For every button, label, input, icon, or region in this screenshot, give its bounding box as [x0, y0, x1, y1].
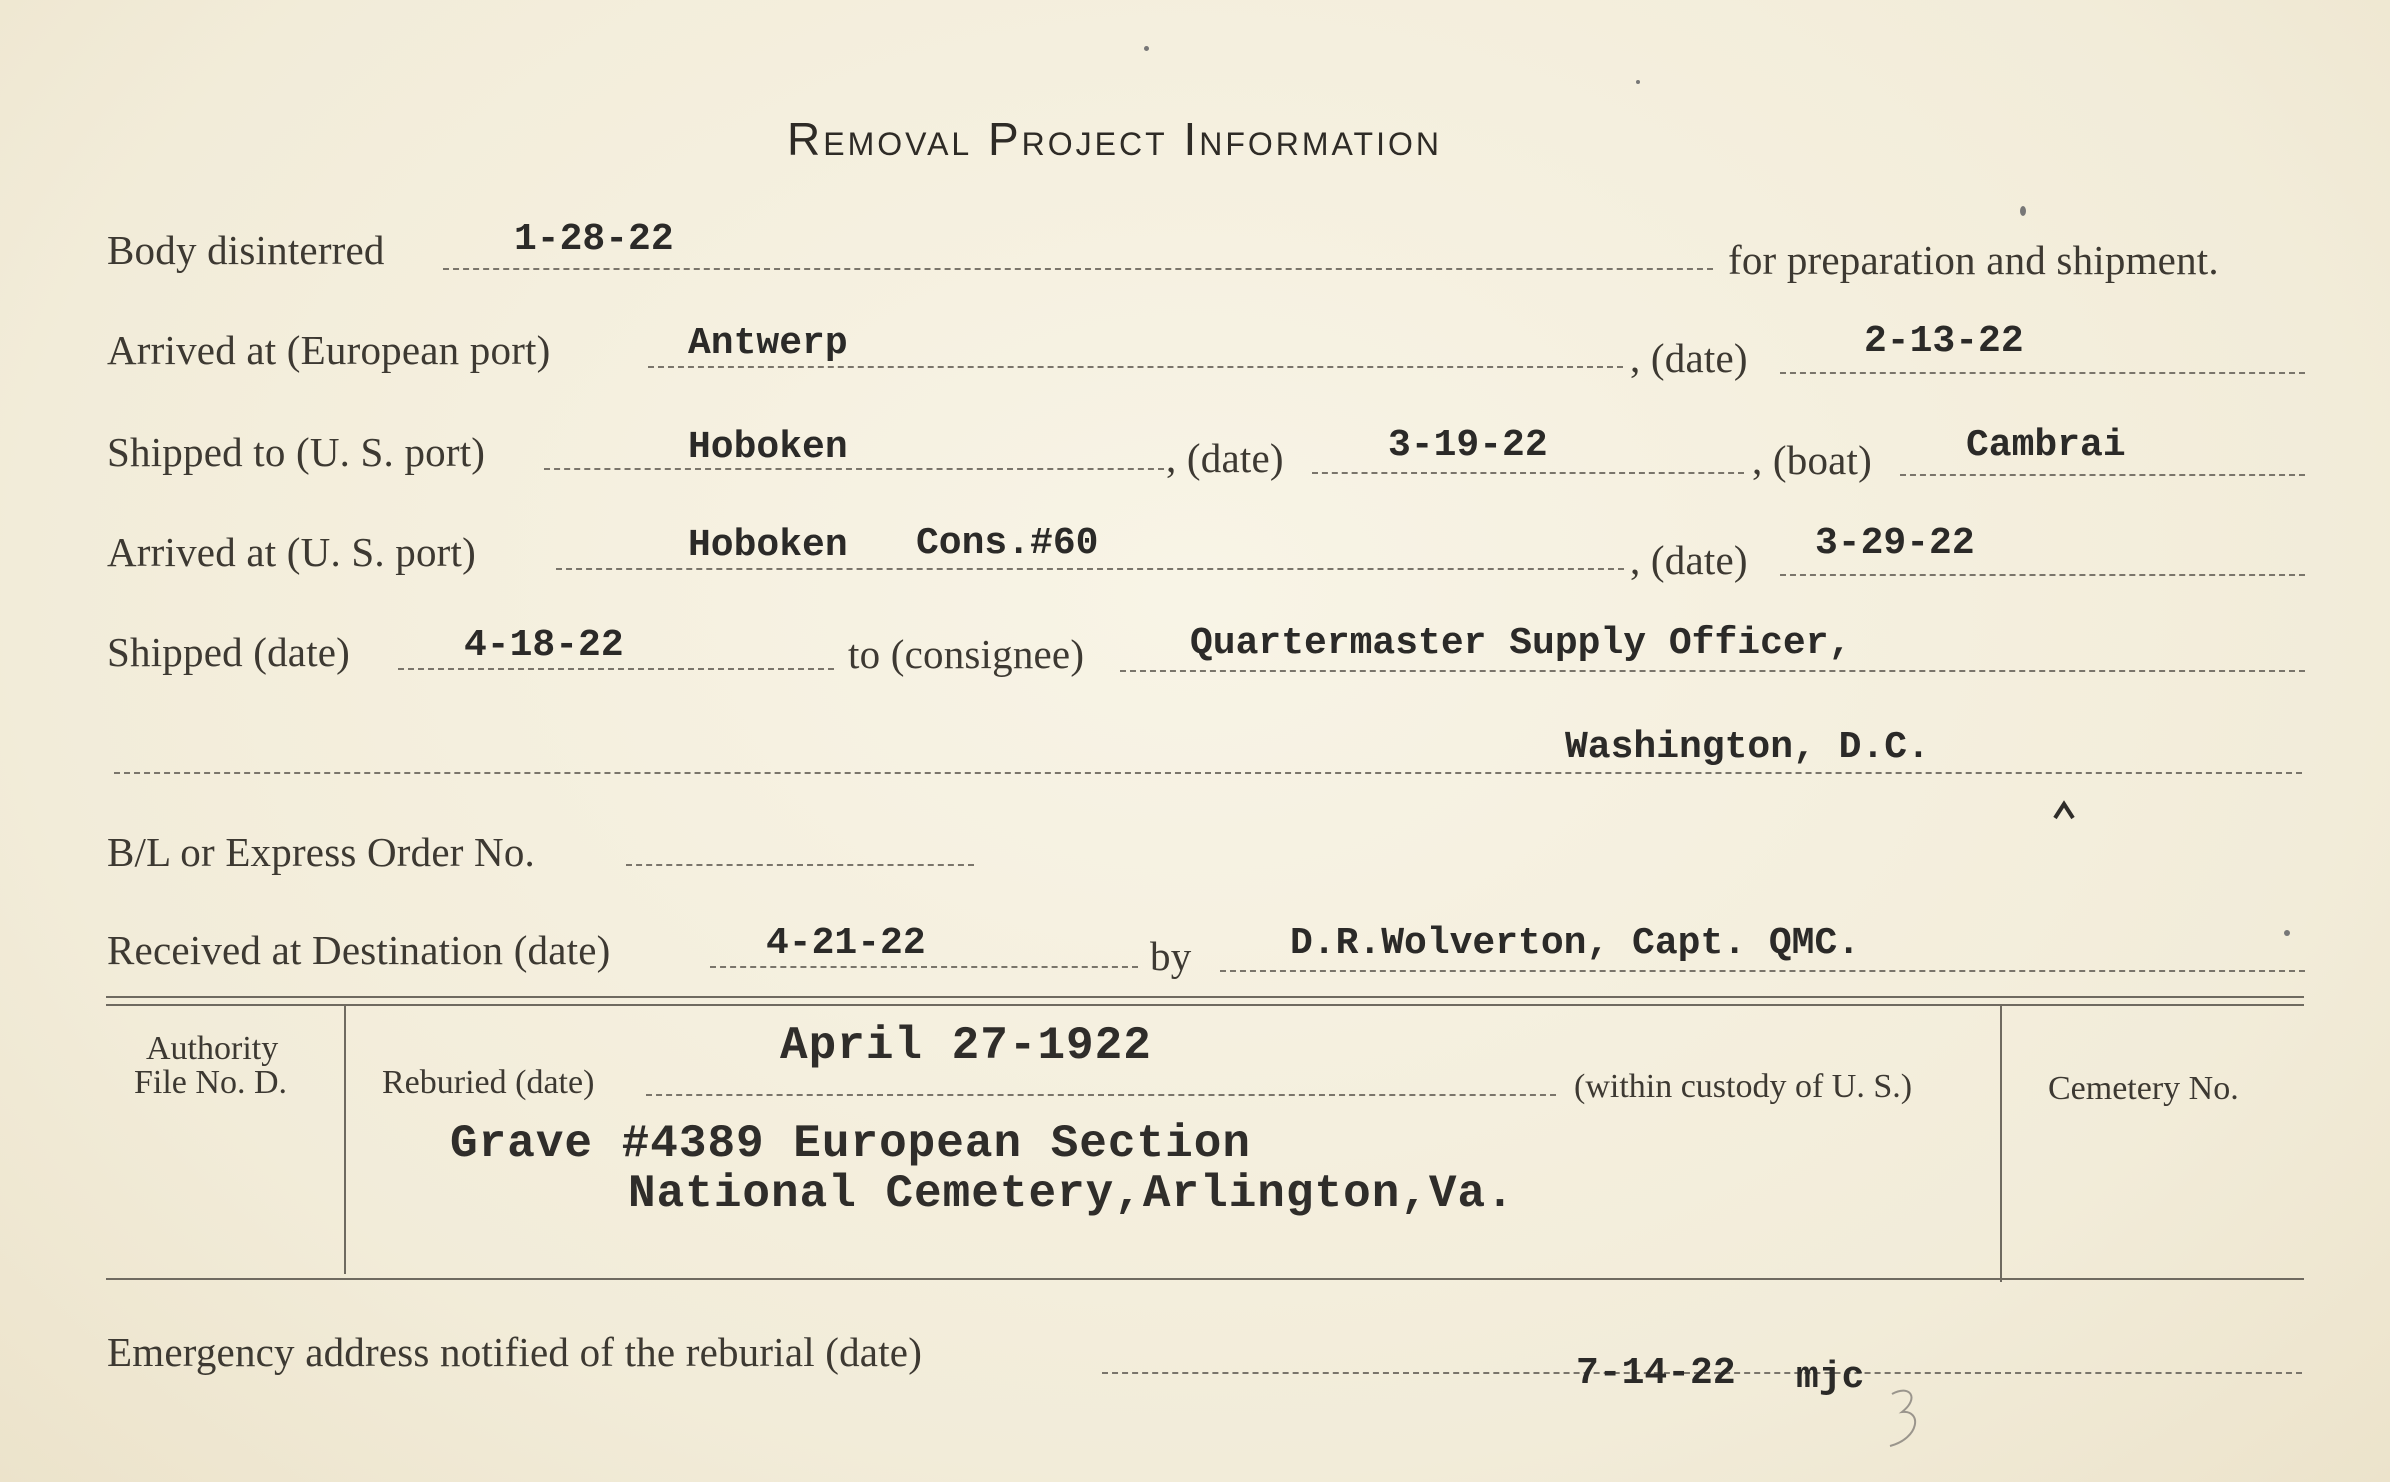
received-by-line	[1220, 970, 2305, 972]
box-divider-right	[2000, 1004, 2002, 1282]
received-by-value: D.R.Wolverton, Capt. QMC.	[1290, 922, 1861, 965]
received-by-label: by	[1150, 933, 1192, 979]
boat-label: , (boat)	[1752, 437, 1872, 483]
box-bottom-rule	[106, 1278, 2304, 1280]
us-port-shipped-line	[544, 468, 1164, 470]
reburied-label: Reburied (date)	[382, 1064, 595, 1101]
box-top-rule	[106, 996, 2304, 998]
received-date-line	[710, 966, 1138, 968]
disinterred-date: 1-28-22	[514, 218, 674, 261]
authority-label: Authority	[146, 1030, 279, 1067]
bl-order-label: B/L or Express Order No.	[107, 829, 535, 875]
box-divider-left	[344, 1004, 346, 1274]
emergency-label: Emergency address notified of the reburial (date)	[107, 1329, 923, 1375]
us-port-arrived-label: Arrived at (U. S. port)	[107, 529, 476, 575]
consignee-label: to (consignee)	[848, 631, 1085, 677]
us-shipped-date-label: , (date)	[1166, 435, 1284, 481]
emergency-date-value: 7-14-22	[1576, 1352, 1736, 1395]
ink-speck	[2284, 930, 2290, 936]
us-arrived-date-value: 3-29-22	[1815, 522, 1975, 565]
consignee-line	[1120, 670, 2305, 672]
custody-label: (within custody of U. S.)	[1574, 1068, 1913, 1105]
received-date-value: 4-21-22	[766, 922, 926, 965]
ink-speck	[1144, 46, 1149, 51]
bl-order-line	[626, 864, 974, 866]
boat-value: Cambrai	[1966, 424, 2126, 467]
shipped-date-line	[398, 668, 834, 670]
grave-line-1: Grave #4389 European Section	[450, 1118, 1251, 1170]
consignment-number: Cons.#60	[916, 522, 1099, 565]
file-no-label: File No. D.	[134, 1064, 287, 1101]
european-date-label: , (date)	[1630, 335, 1748, 381]
caret-mark	[2052, 800, 2076, 822]
disinterred-line	[443, 268, 1713, 270]
european-date-line	[1780, 372, 2305, 374]
us-port-arrived-line	[556, 568, 1624, 570]
disinterred-suffix: for preparation and shipment.	[1728, 237, 2219, 283]
reburied-line	[646, 1094, 1556, 1096]
reburied-date-value: April 27-1922	[780, 1020, 1152, 1072]
card-title: Removal Project Information	[787, 113, 1442, 165]
pencil-mark	[1880, 1380, 1930, 1460]
grave-line-2: National Cemetery,Arlington,Va.	[628, 1168, 1515, 1220]
european-port-line	[648, 366, 1623, 368]
us-arrived-date-line	[1780, 574, 2305, 576]
cemetery-no-label: Cemetery No.	[2048, 1070, 2239, 1107]
disinterred-label: Body disinterred	[107, 227, 385, 273]
us-port-shipped-label: Shipped to (U. S. port)	[107, 429, 486, 475]
european-date-value: 2-13-22	[1864, 320, 2024, 363]
box-top-rule-2	[106, 1004, 2304, 1006]
ink-speck	[1636, 80, 1640, 84]
consignee-line-2	[114, 772, 2302, 774]
consignee-value-2: Washington, D.C.	[1565, 726, 1930, 769]
shipped-date-value: 4-18-22	[464, 624, 624, 667]
ink-speck	[2020, 206, 2026, 216]
european-port-label: Arrived at (European port)	[107, 327, 551, 373]
us-port-shipped-value: Hoboken	[688, 426, 848, 469]
us-shipped-date-value: 3-19-22	[1388, 424, 1548, 467]
emergency-initials: mjc	[1796, 1356, 1865, 1399]
received-label: Received at Destination (date)	[107, 927, 611, 973]
european-port-value: Antwerp	[688, 322, 848, 365]
us-shipped-date-line	[1312, 472, 1744, 474]
shipped-date-label: Shipped (date)	[107, 629, 351, 675]
consignee-value: Quartermaster Supply Officer,	[1190, 622, 1852, 665]
us-port-arrived-value: Hoboken	[688, 524, 848, 567]
boat-line	[1900, 474, 2305, 476]
us-arrived-date-label: , (date)	[1630, 537, 1748, 583]
